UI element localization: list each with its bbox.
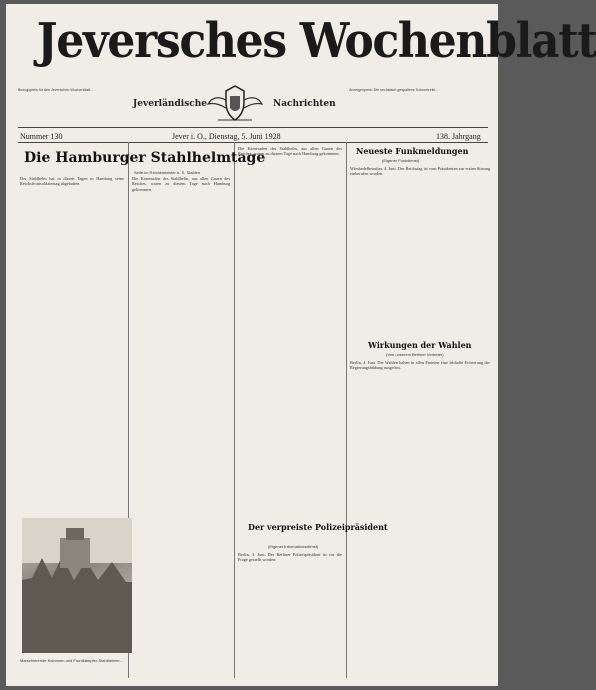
photo-caption: Marschierende Kolonnen und Frontkämpfer-Stahlhelmer...	[20, 658, 123, 663]
issue-volume: 138. Jahrgang	[436, 132, 481, 141]
police-sub: (Eigener Informationsdienst)	[268, 544, 319, 549]
issue-number: Nummer 130	[20, 132, 63, 141]
newspaper-page	[6, 4, 596, 686]
divider-bottom	[18, 142, 488, 143]
police-text: Berlin, 3. Juni. Der Berliner Polizeipräsident ist vor die Frage gestellt worden.	[238, 552, 342, 563]
main-headline-sub: Seite im Reichsminister A. S. Stablen	[134, 170, 201, 175]
masthead-title: Jeversches Wochenblatt	[36, 13, 596, 69]
radio-headline: Neueste Funkmeldungen	[356, 146, 469, 156]
masthead-left-info: Bezugspreis für den Jeverschen Wochenblatt...	[18, 88, 94, 92]
radio-text: Wiesbadelbeaufter, 4. Juni. Der Reichstag ist vom Präsidenten zur ersten Sitzung einberufen worden.	[350, 166, 490, 177]
main-headline: Die Hamburger Stahlhelmtage	[24, 150, 266, 166]
effects-text: Berlin, 4. Juni. Die Wahlen haben in allen Parteien eine lebhafte Erörterung der Regierungsbildung ausgelöst.	[350, 360, 490, 371]
third-column-text: Die Kameraden des Stahlhelm, aus allen Gauen des Reiches, waren zu diesem Tage nach Hamburg gekommen.	[238, 146, 342, 157]
police-headline: Der verpreiste Polizeipräsident	[248, 522, 388, 532]
center-article-text: Die Kameraden des Stahlhelm, aus allen Gauen des Reiches, waren zu diesem Tage nach Hamburg gekommen.	[132, 176, 230, 192]
column-divider-2	[234, 142, 235, 678]
coat-of-arms-icon	[204, 82, 266, 126]
main-article-text: Der Stahlhelm hat in diesen Tagen in Hamburg seine Reichsfrontsoldatentag abgehalten.	[20, 176, 124, 187]
radio-sub: (Eigener Funkdienst)	[382, 158, 420, 163]
divider-top	[18, 127, 488, 128]
effects-headline: Wirkungen der Wahlen	[368, 340, 472, 350]
column-divider-3	[346, 142, 347, 678]
effects-sub: (Von unserem Berliner Vertreter)	[386, 352, 444, 357]
masthead-subtitle-right: Nachrichten	[273, 99, 336, 109]
photo-scene-icon	[22, 518, 132, 653]
masthead-right-info: Anzeigenpreis: Die sechsfach gespaltene Kolonelzeile...	[349, 88, 439, 92]
photo-image	[22, 518, 132, 653]
issue-date: Jever i. O., Dienstag, 5. Juni 1928	[172, 132, 281, 141]
masthead-subtitle-left: Jeverländische	[133, 99, 208, 109]
